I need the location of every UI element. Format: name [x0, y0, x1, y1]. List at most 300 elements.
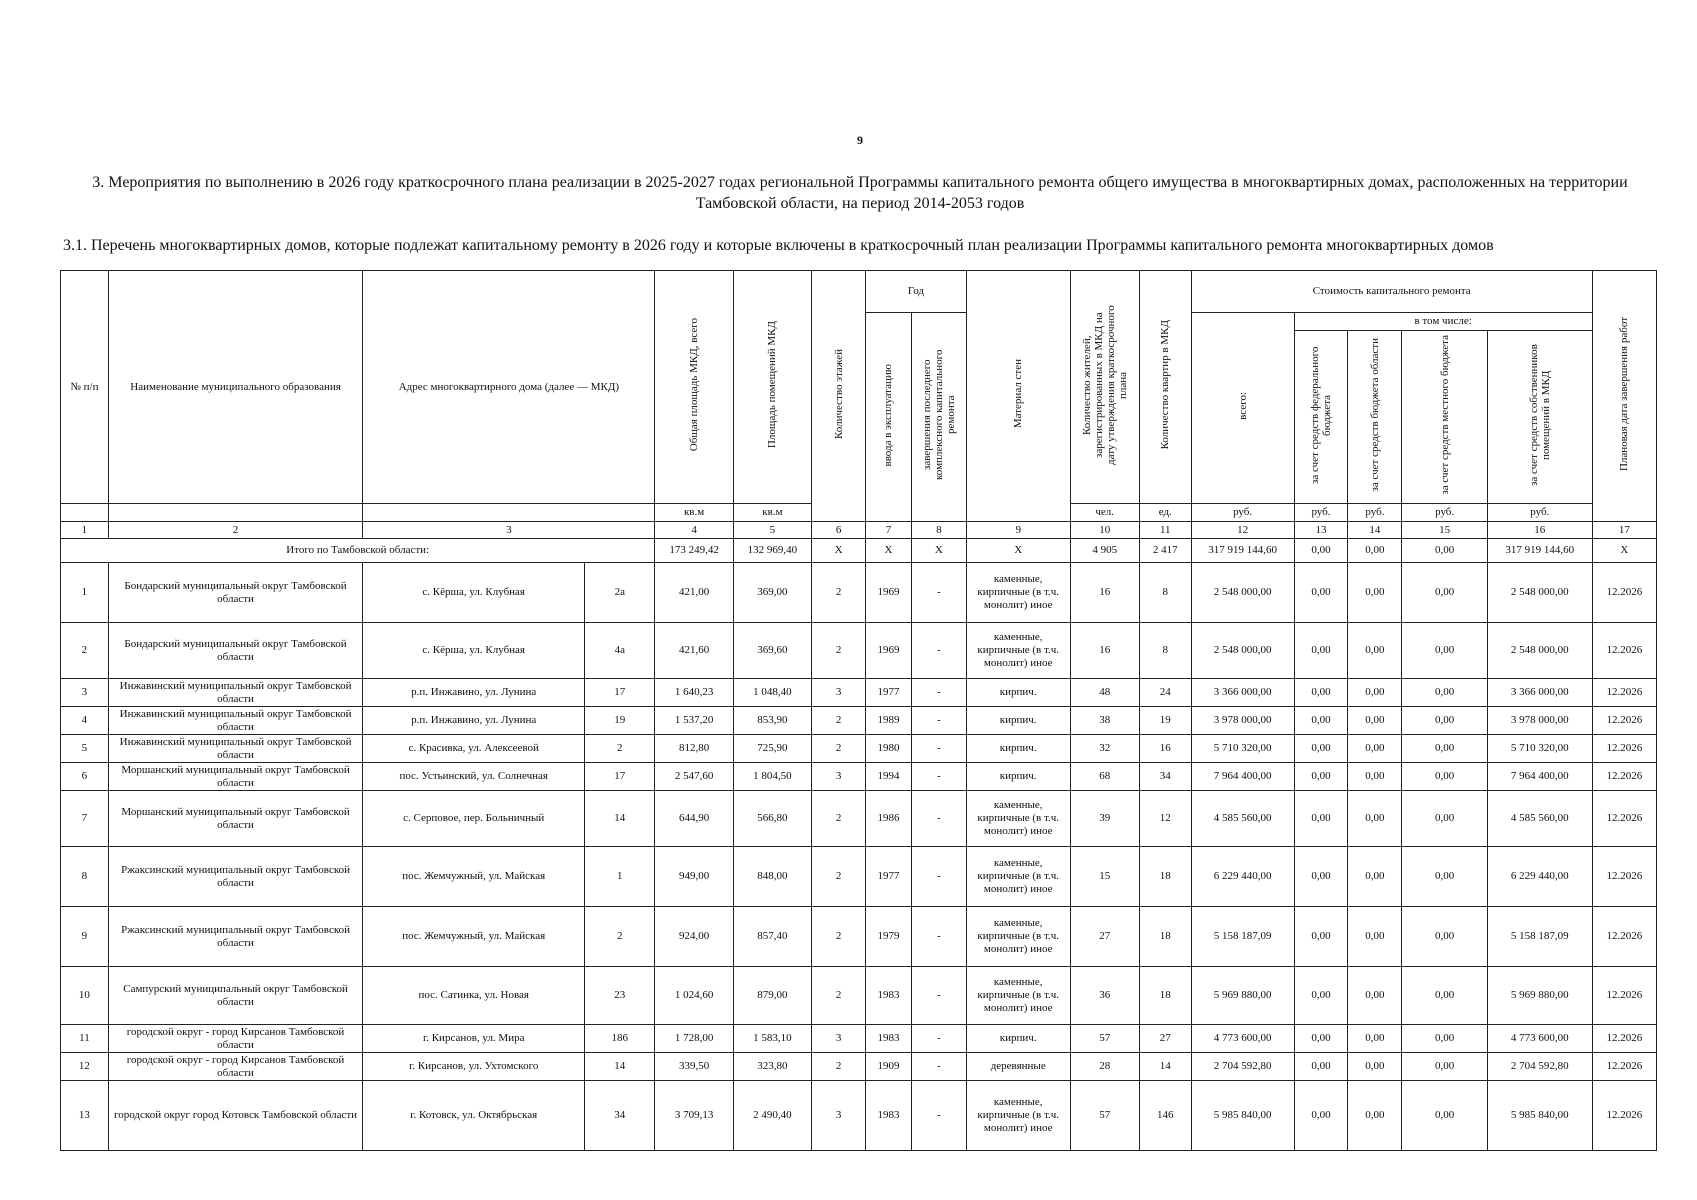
cost-total: 2 704 592,80 — [1191, 1053, 1294, 1081]
cost-federal: 0,00 — [1294, 967, 1348, 1025]
house-address: г. Котовск, ул. Октябрьская — [363, 1081, 585, 1151]
cost-owners: 4 773 600,00 — [1487, 1025, 1592, 1053]
premises-area: 848,00 — [733, 847, 811, 907]
floors-count: 2 — [812, 967, 866, 1025]
cost-total: 5 710 320,00 — [1191, 735, 1294, 763]
planned-date: 12.2026 — [1592, 1081, 1656, 1151]
header-including: в том числе: — [1294, 313, 1592, 331]
residents-count: 39 — [1070, 791, 1139, 847]
municipality-name: Ржаксинский муниципальный округ Тамбовской области — [108, 847, 362, 907]
house-address: пос. Сатинка, ул. Новая — [363, 967, 585, 1025]
table-row — [61, 907, 1657, 967]
row-number: 1 — [61, 563, 109, 623]
floors-count: 2 — [812, 735, 866, 763]
cost-owners: 2 548 000,00 — [1487, 623, 1592, 679]
residents-count: 57 — [1070, 1081, 1139, 1151]
planned-date: 12.2026 — [1592, 907, 1656, 967]
total-area: 1 728,00 — [655, 1025, 733, 1053]
cost-federal: 0,00 — [1294, 623, 1348, 679]
cost-owners: 3 978 000,00 — [1487, 707, 1592, 735]
house-address: с. Кёрша, ул. Клубная — [363, 623, 585, 679]
commission-year: 1994 — [866, 763, 912, 791]
table-row — [61, 735, 1657, 763]
commission-year: 1983 — [866, 1025, 912, 1053]
cost-total: 2 548 000,00 — [1191, 623, 1294, 679]
cost-regional: 0,00 — [1348, 1025, 1402, 1053]
header-total-area: Общая площадь МКД, всего — [655, 271, 733, 504]
cost-owners: 5 985 840,00 — [1487, 1081, 1592, 1151]
cost-local: 0,00 — [1402, 907, 1487, 967]
row-number: 2 — [61, 623, 109, 679]
municipality-name: Бондарский муниципальный округ Тамбовской области — [108, 563, 362, 623]
total-area: 2 547,60 — [655, 763, 733, 791]
unit-residents: чел. — [1070, 504, 1139, 522]
premises-area: 853,90 — [733, 707, 811, 735]
floors-count: 2 — [812, 847, 866, 907]
last-repair-year: - — [911, 1053, 966, 1081]
municipality-name: Моршанский муниципальный округ Тамбовской области — [108, 791, 362, 847]
cost-owners: 3 366 000,00 — [1487, 679, 1592, 707]
header-premises-area: Площадь помещений МКД — [733, 271, 811, 504]
floors-count: 3 — [812, 763, 866, 791]
header-cost-group: Стоимость капитального ремонта — [1191, 271, 1592, 313]
page-number: 9 — [857, 133, 863, 147]
municipality-name: городской округ город Котовск Тамбовской области — [108, 1081, 362, 1151]
last-repair-year: - — [911, 847, 966, 907]
house-number: 34 — [585, 1081, 655, 1151]
commission-year: 1983 — [866, 1081, 912, 1151]
house-address: г. Кирсанов, ул. Мира — [363, 1025, 585, 1053]
row-number: 9 — [61, 907, 109, 967]
column-number: 8 — [911, 522, 966, 539]
cost-regional: 0,00 — [1348, 907, 1402, 967]
table-row — [61, 1025, 1657, 1053]
column-number: 11 — [1139, 522, 1191, 539]
header-year-commission: ввода в эксплуатацию — [866, 313, 912, 522]
total-area: 644,90 — [655, 791, 733, 847]
house-address: р.п. Инжавино, ул. Лунина — [363, 707, 585, 735]
table-row — [61, 847, 1657, 907]
commission-year: 1977 — [866, 847, 912, 907]
house-address: с. Кёрша, ул. Клубная — [363, 563, 585, 623]
cost-federal: 0,00 — [1294, 735, 1348, 763]
apartments-count: 12 — [1139, 791, 1191, 847]
house-number: 17 — [585, 763, 655, 791]
header-wall-material: Материал стен — [966, 271, 1070, 522]
cost-federal: 0,00 — [1294, 1053, 1348, 1081]
premises-area: 369,60 — [733, 623, 811, 679]
house-number: 4а — [585, 623, 655, 679]
residents-count: 48 — [1070, 679, 1139, 707]
residents-count: 38 — [1070, 707, 1139, 735]
table-row — [61, 1053, 1657, 1081]
apartments-count: 18 — [1139, 967, 1191, 1025]
wall-material: кирпич. — [966, 679, 1070, 707]
column-number: 9 — [966, 522, 1070, 539]
total-row — [61, 539, 1657, 563]
document-title: 3. Мероприятия по выполнению в 2026 году краткосрочного плана реализации в 2025-2027 годах региональной Программы капитального ремонта общего имущества в многоквартирных домах, расположенных на территории Тамбовской области, на период 2014-2053 годов — [92, 174, 1628, 212]
table-row — [61, 679, 1657, 707]
commission-year: 1989 — [866, 707, 912, 735]
table-row — [61, 623, 1657, 679]
unit-total-area: кв.м — [655, 504, 733, 522]
header-municipality: Наименование муниципального образования — [108, 271, 362, 504]
row-number: 5 — [61, 735, 109, 763]
last-repair-year: - — [911, 763, 966, 791]
house-address: г. Кирсанов, ул. Ухтомского — [363, 1053, 585, 1081]
house-number: 14 — [585, 1053, 655, 1081]
planned-date: 12.2026 — [1592, 1025, 1656, 1053]
house-number: 14 — [585, 791, 655, 847]
commission-year: 1979 — [866, 907, 912, 967]
cost-federal: 0,00 — [1294, 847, 1348, 907]
unit-apartments: ед. — [1139, 504, 1191, 522]
cost-regional: 0,00 — [1348, 791, 1402, 847]
cost-total: 5 985 840,00 — [1191, 1081, 1294, 1151]
apartments-count: 27 — [1139, 1025, 1191, 1053]
wall-material: каменные, кирпичные (в т.ч. монолит) иное — [966, 907, 1070, 967]
premises-area: 857,40 — [733, 907, 811, 967]
cost-owners: 2 548 000,00 — [1487, 563, 1592, 623]
cost-regional: 0,00 — [1348, 735, 1402, 763]
house-address: с. Красивка, ул. Алексеевой — [363, 735, 585, 763]
header-cost-total: всего: — [1191, 313, 1294, 504]
house-number: 23 — [585, 967, 655, 1025]
house-number: 2 — [585, 907, 655, 967]
municipality-name: Ржаксинский муниципальный округ Тамбовской области — [108, 907, 362, 967]
table-row — [61, 707, 1657, 735]
cost-regional: 0,00 — [1348, 1081, 1402, 1151]
house-number: 17 — [585, 679, 655, 707]
planned-date: 12.2026 — [1592, 679, 1656, 707]
apartments-count: 8 — [1139, 623, 1191, 679]
wall-material: деревянные — [966, 1053, 1070, 1081]
cost-total: 7 964 400,00 — [1191, 763, 1294, 791]
cost-local: 0,00 — [1402, 1081, 1487, 1151]
planned-date: 12.2026 — [1592, 763, 1656, 791]
column-number: 3 — [363, 522, 655, 539]
cost-local: 0,00 — [1402, 847, 1487, 907]
total-planned-date: X — [1592, 539, 1656, 563]
house-address: с. Серповое, пер. Больничный — [363, 791, 585, 847]
residents-count: 32 — [1070, 735, 1139, 763]
total-local: 0,00 — [1402, 539, 1487, 563]
apartments-count: 18 — [1139, 907, 1191, 967]
cost-federal: 0,00 — [1294, 707, 1348, 735]
municipality-name: городской округ - город Кирсанов Тамбовской области — [108, 1053, 362, 1081]
last-repair-year: - — [911, 907, 966, 967]
row-number: 7 — [61, 791, 109, 847]
header-apartments: Количество квартир в МКД — [1139, 271, 1191, 504]
unit-regional: руб. — [1348, 504, 1402, 522]
total-area: 339,50 — [655, 1053, 733, 1081]
header-residents: Количество жителей, зарегистрированных в МКД на дату утверждения краткосрочного плана — [1070, 271, 1139, 504]
floors-count: 3 — [812, 679, 866, 707]
total-area: 812,80 — [655, 735, 733, 763]
cost-total: 5 969 880,00 — [1191, 967, 1294, 1025]
total-owners: 317 919 144,60 — [1487, 539, 1592, 563]
header-floors: Количество этажей — [812, 271, 866, 522]
cost-federal: 0,00 — [1294, 763, 1348, 791]
floors-count: 2 — [812, 791, 866, 847]
house-address: пос. Жемчужный, ул. Майская — [363, 907, 585, 967]
column-number-row — [61, 522, 1657, 539]
wall-material: кирпич. — [966, 763, 1070, 791]
cost-total: 6 229 440,00 — [1191, 847, 1294, 907]
municipality-name: Бондарский муниципальный округ Тамбовской области — [108, 623, 362, 679]
total-area: 949,00 — [655, 847, 733, 907]
table-row — [61, 1081, 1657, 1151]
commission-year: 1980 — [866, 735, 912, 763]
planned-date: 12.2026 — [1592, 967, 1656, 1025]
unit-premises-area: кв.м — [733, 504, 811, 522]
cost-local: 0,00 — [1402, 1053, 1487, 1081]
last-repair-year: - — [911, 623, 966, 679]
total-residents: 4 905 — [1070, 539, 1139, 563]
cost-total: 4 585 560,00 — [1191, 791, 1294, 847]
cost-total: 3 978 000,00 — [1191, 707, 1294, 735]
planned-date: 12.2026 — [1592, 791, 1656, 847]
apartments-count: 18 — [1139, 847, 1191, 907]
total-area: 421,00 — [655, 563, 733, 623]
apartments-count: 14 — [1139, 1053, 1191, 1081]
wall-material: каменные, кирпичные (в т.ч. монолит) иное — [966, 623, 1070, 679]
premises-area: 1 804,50 — [733, 763, 811, 791]
last-repair-year: - — [911, 1081, 966, 1151]
total-area: 1 024,60 — [655, 967, 733, 1025]
premises-area: 369,00 — [733, 563, 811, 623]
planned-date: 12.2026 — [1592, 707, 1656, 735]
apartments-count: 34 — [1139, 763, 1191, 791]
total-federal: 0,00 — [1294, 539, 1348, 563]
cost-local: 0,00 — [1402, 707, 1487, 735]
total-year-commission: X — [866, 539, 912, 563]
row-number: 3 — [61, 679, 109, 707]
house-number: 19 — [585, 707, 655, 735]
floors-count: 2 — [812, 563, 866, 623]
cost-local: 0,00 — [1402, 967, 1487, 1025]
premises-area: 323,80 — [733, 1053, 811, 1081]
table-row — [61, 791, 1657, 847]
cost-regional: 0,00 — [1348, 1053, 1402, 1081]
total-area: 173 249,42 — [655, 539, 733, 563]
cost-federal: 0,00 — [1294, 563, 1348, 623]
cost-local: 0,00 — [1402, 623, 1487, 679]
house-address: пос. Устьинский, ул. Солнечная — [363, 763, 585, 791]
premises-area: 566,80 — [733, 791, 811, 847]
cost-regional: 0,00 — [1348, 763, 1402, 791]
unit-empty — [108, 504, 362, 522]
total-apartments: 2 417 — [1139, 539, 1191, 563]
apartments-count: 146 — [1139, 1081, 1191, 1151]
row-number: 4 — [61, 707, 109, 735]
residents-count: 16 — [1070, 563, 1139, 623]
premises-area: 879,00 — [733, 967, 811, 1025]
wall-material: кирпич. — [966, 735, 1070, 763]
last-repair-year: - — [911, 563, 966, 623]
cost-federal: 0,00 — [1294, 907, 1348, 967]
header-address: Адрес многоквартирного дома (далее — МКД) — [363, 271, 655, 504]
last-repair-year: - — [911, 735, 966, 763]
header-planned-date: Плановая дата завершения работ — [1592, 271, 1656, 522]
column-number: 13 — [1294, 522, 1348, 539]
row-number: 12 — [61, 1053, 109, 1081]
column-number: 1 — [61, 522, 109, 539]
row-number: 6 — [61, 763, 109, 791]
apartments-count: 8 — [1139, 563, 1191, 623]
apartments-count: 16 — [1139, 735, 1191, 763]
column-number: 15 — [1402, 522, 1487, 539]
premises-area: 725,90 — [733, 735, 811, 763]
commission-year: 1983 — [866, 967, 912, 1025]
cost-owners: 6 229 440,00 — [1487, 847, 1592, 907]
premises-area: 1 048,40 — [733, 679, 811, 707]
residents-count: 16 — [1070, 623, 1139, 679]
apartments-count: 24 — [1139, 679, 1191, 707]
cost-regional: 0,00 — [1348, 563, 1402, 623]
total-area: 924,00 — [655, 907, 733, 967]
cost-total: 4 773 600,00 — [1191, 1025, 1294, 1053]
last-repair-year: - — [911, 707, 966, 735]
cost-owners: 5 969 880,00 — [1487, 967, 1592, 1025]
wall-material: кирпич. — [966, 707, 1070, 735]
commission-year: 1909 — [866, 1053, 912, 1081]
cost-federal: 0,00 — [1294, 1025, 1348, 1053]
header-federal: за счет средств федерального бюджета — [1294, 331, 1348, 504]
row-number: 10 — [61, 967, 109, 1025]
column-number: 2 — [108, 522, 362, 539]
house-number: 186 — [585, 1025, 655, 1053]
residents-count: 57 — [1070, 1025, 1139, 1053]
total-floors: X — [812, 539, 866, 563]
premises-area: 1 583,10 — [733, 1025, 811, 1053]
planned-date: 12.2026 — [1592, 623, 1656, 679]
cost-owners: 5 710 320,00 — [1487, 735, 1592, 763]
municipality-name: Инжавинский муниципальный округ Тамбовской области — [108, 679, 362, 707]
residents-count: 27 — [1070, 907, 1139, 967]
total-cost: 317 919 144,60 — [1191, 539, 1294, 563]
wall-material: каменные, кирпичные (в т.ч. монолит) иное — [966, 563, 1070, 623]
wall-material: кирпич. — [966, 1025, 1070, 1053]
cost-federal: 0,00 — [1294, 1081, 1348, 1151]
apartments-count: 19 — [1139, 707, 1191, 735]
column-number: 5 — [733, 522, 811, 539]
unit-local: руб. — [1402, 504, 1487, 522]
cost-federal: 0,00 — [1294, 791, 1348, 847]
unit-empty — [61, 504, 109, 522]
house-address: р.п. Инжавино, ул. Лунина — [363, 679, 585, 707]
total-regional: 0,00 — [1348, 539, 1402, 563]
total-year-last-repair: X — [911, 539, 966, 563]
cost-owners: 7 964 400,00 — [1487, 763, 1592, 791]
header-regional: за счет средств бюджета области — [1348, 331, 1402, 504]
cost-federal: 0,00 — [1294, 679, 1348, 707]
cost-total: 5 158 187,09 — [1191, 907, 1294, 967]
planned-date: 12.2026 — [1592, 735, 1656, 763]
column-number: 6 — [812, 522, 866, 539]
residents-count: 28 — [1070, 1053, 1139, 1081]
last-repair-year: - — [911, 791, 966, 847]
floors-count: 2 — [812, 623, 866, 679]
municipality-name: Сампурский муниципальный округ Тамбовской области — [108, 967, 362, 1025]
row-number: 13 — [61, 1081, 109, 1151]
cost-regional: 0,00 — [1348, 679, 1402, 707]
total-area: 3 709,13 — [655, 1081, 733, 1151]
commission-year: 1969 — [866, 623, 912, 679]
header-num: № п/п — [61, 271, 109, 504]
total-area: 1 640,23 — [655, 679, 733, 707]
residents-count: 68 — [1070, 763, 1139, 791]
row-number: 11 — [61, 1025, 109, 1053]
cost-total: 2 548 000,00 — [1191, 563, 1294, 623]
cost-local: 0,00 — [1402, 1025, 1487, 1053]
column-number: 14 — [1348, 522, 1402, 539]
header-local: за счет средств местного бюджета — [1402, 331, 1487, 504]
last-repair-year: - — [911, 967, 966, 1025]
cost-local: 0,00 — [1402, 791, 1487, 847]
header-owners: за счет средств собственников помещений в МКД — [1487, 331, 1592, 504]
cost-total: 3 366 000,00 — [1191, 679, 1294, 707]
floors-count: 2 — [812, 1053, 866, 1081]
column-number: 16 — [1487, 522, 1592, 539]
wall-material: каменные, кирпичные (в т.ч. монолит) иное — [966, 967, 1070, 1025]
municipality-name: Инжавинский муниципальный округ Тамбовской области — [108, 735, 362, 763]
house-number: 1 — [585, 847, 655, 907]
unit-owners: руб. — [1487, 504, 1592, 522]
floors-count: 3 — [812, 1081, 866, 1151]
last-repair-year: - — [911, 679, 966, 707]
municipality-name: Моршанский муниципальный округ Тамбовской области — [108, 763, 362, 791]
header-year-last-repair: завершения последнего комплексного капитального ремонта — [911, 313, 966, 522]
column-number: 12 — [1191, 522, 1294, 539]
floors-count: 3 — [812, 1025, 866, 1053]
cost-local: 0,00 — [1402, 679, 1487, 707]
last-repair-year: - — [911, 1025, 966, 1053]
section-subtitle: 3.1. Перечень многоквартирных домов, которые подлежат капитальному ремонту в 2026 году и которые включены в краткосрочный план реализации Программы капитального ремонта многоквартирных домов — [63, 237, 1494, 254]
house-address: пос. Жемчужный, ул. Майская — [363, 847, 585, 907]
wall-material: каменные, кирпичные (в т.ч. монолит) иное — [966, 791, 1070, 847]
column-number: 7 — [866, 522, 912, 539]
house-number: 2а — [585, 563, 655, 623]
commission-year: 1969 — [866, 563, 912, 623]
municipality-name: городской округ - город Кирсанов Тамбовской области — [108, 1025, 362, 1053]
planned-date: 12.2026 — [1592, 1053, 1656, 1081]
cost-regional: 0,00 — [1348, 707, 1402, 735]
repair-plan-table — [60, 270, 1657, 1151]
header-year-group: Год — [866, 271, 967, 313]
total-area: 421,60 — [655, 623, 733, 679]
cost-local: 0,00 — [1402, 763, 1487, 791]
house-number: 2 — [585, 735, 655, 763]
wall-material: каменные, кирпичные (в т.ч. монолит) иное — [966, 847, 1070, 907]
table-row — [61, 763, 1657, 791]
wall-material: каменные, кирпичные (в т.ч. монолит) иное — [966, 1081, 1070, 1151]
table-body — [61, 563, 1657, 1151]
commission-year: 1986 — [866, 791, 912, 847]
municipality-name: Инжавинский муниципальный округ Тамбовской области — [108, 707, 362, 735]
column-number: 4 — [655, 522, 733, 539]
floors-count: 2 — [812, 907, 866, 967]
column-number: 10 — [1070, 522, 1139, 539]
cost-regional: 0,00 — [1348, 967, 1402, 1025]
cost-owners: 2 704 592,80 — [1487, 1053, 1592, 1081]
cost-local: 0,00 — [1402, 563, 1487, 623]
floors-count: 2 — [812, 707, 866, 735]
cost-local: 0,00 — [1402, 735, 1487, 763]
cost-regional: 0,00 — [1348, 623, 1402, 679]
residents-count: 15 — [1070, 847, 1139, 907]
cost-owners: 5 158 187,09 — [1487, 907, 1592, 967]
